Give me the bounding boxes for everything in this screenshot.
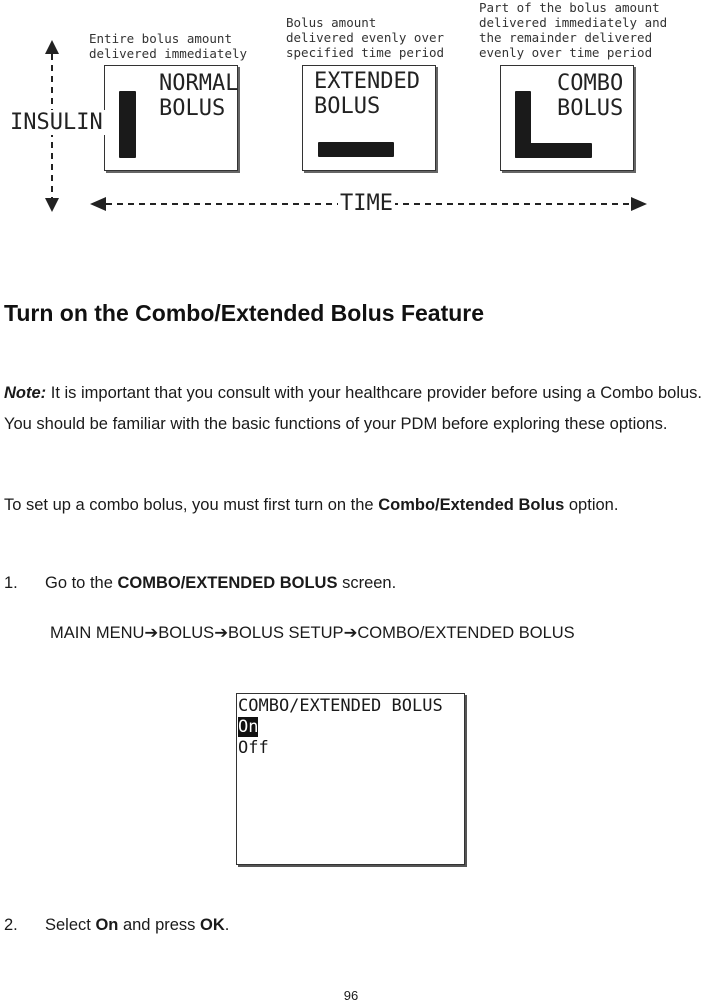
menu-path bbox=[50, 623, 575, 643]
normal-bolus-screen bbox=[104, 65, 238, 171]
combo-bolus-label: COMBO BOLUS bbox=[557, 71, 624, 121]
combo-bolus-screen bbox=[500, 65, 634, 171]
time-axis-label: TIME bbox=[340, 191, 393, 216]
pdm-option-on[interactable]: On bbox=[238, 717, 259, 737]
pdm-screen bbox=[236, 693, 465, 865]
menu-path-item: BOLUS bbox=[158, 624, 215, 642]
extended-bolus-label: EXTENDED BOLUS bbox=[314, 69, 420, 119]
note-paragraph bbox=[4, 378, 702, 440]
extended-bolus-caption: Bolus amount delivered evenly over specified time period bbox=[286, 15, 445, 60]
extended-bolus-bar bbox=[318, 142, 394, 157]
note-label: Note: bbox=[4, 384, 47, 402]
insulin-axis-label: INSULIN bbox=[10, 110, 103, 135]
step-2: 2. Select On and press OK. bbox=[4, 916, 230, 934]
combo-bolus-horizontal-bar bbox=[515, 143, 592, 158]
section-heading: Turn on the Combo/Extended Bolus Feature bbox=[4, 300, 485, 326]
arrow-icon: ➔ bbox=[214, 624, 229, 642]
arrow-icon: ➔ bbox=[144, 624, 159, 642]
arrow-icon: ➔ bbox=[343, 624, 358, 642]
extended-bolus-screen bbox=[302, 65, 436, 171]
intro-paragraph: To set up a combo bolus, you must first turn on the Combo/Extended Bolus option. bbox=[4, 496, 619, 514]
step-1: 1. Go to the COMBO/EXTENDED BOLUS screen. bbox=[4, 574, 397, 592]
normal-bolus-bar bbox=[119, 91, 136, 158]
bolus-types-figure bbox=[0, 0, 702, 225]
menu-path-item: MAIN MENU bbox=[50, 624, 145, 642]
page-number: 96 bbox=[343, 988, 359, 1003]
normal-bolus-label: NORMAL BOLUS bbox=[159, 71, 239, 121]
combo-bolus-caption: Part of the bolus amount delivered immediately and the remainder delivered evenly over time period bbox=[479, 0, 668, 60]
note-text: It is important that you consult with your healthcare provider before using a Combo bolus. You should be familiar with the basic functions of your PDM before exploring these options. bbox=[4, 384, 702, 433]
pdm-screen-title: COMBO/EXTENDED BOLUS bbox=[238, 696, 443, 716]
menu-path-item: COMBO/EXTENDED BOLUS bbox=[357, 624, 575, 642]
pdm-option-off[interactable]: Off bbox=[238, 738, 269, 758]
normal-bolus-caption: Entire bolus amount delivered immediately bbox=[89, 31, 248, 61]
menu-path-item: BOLUS SETUP bbox=[228, 624, 344, 642]
combo-extended-bolus-term: Combo/Extended Bolus bbox=[378, 496, 565, 514]
